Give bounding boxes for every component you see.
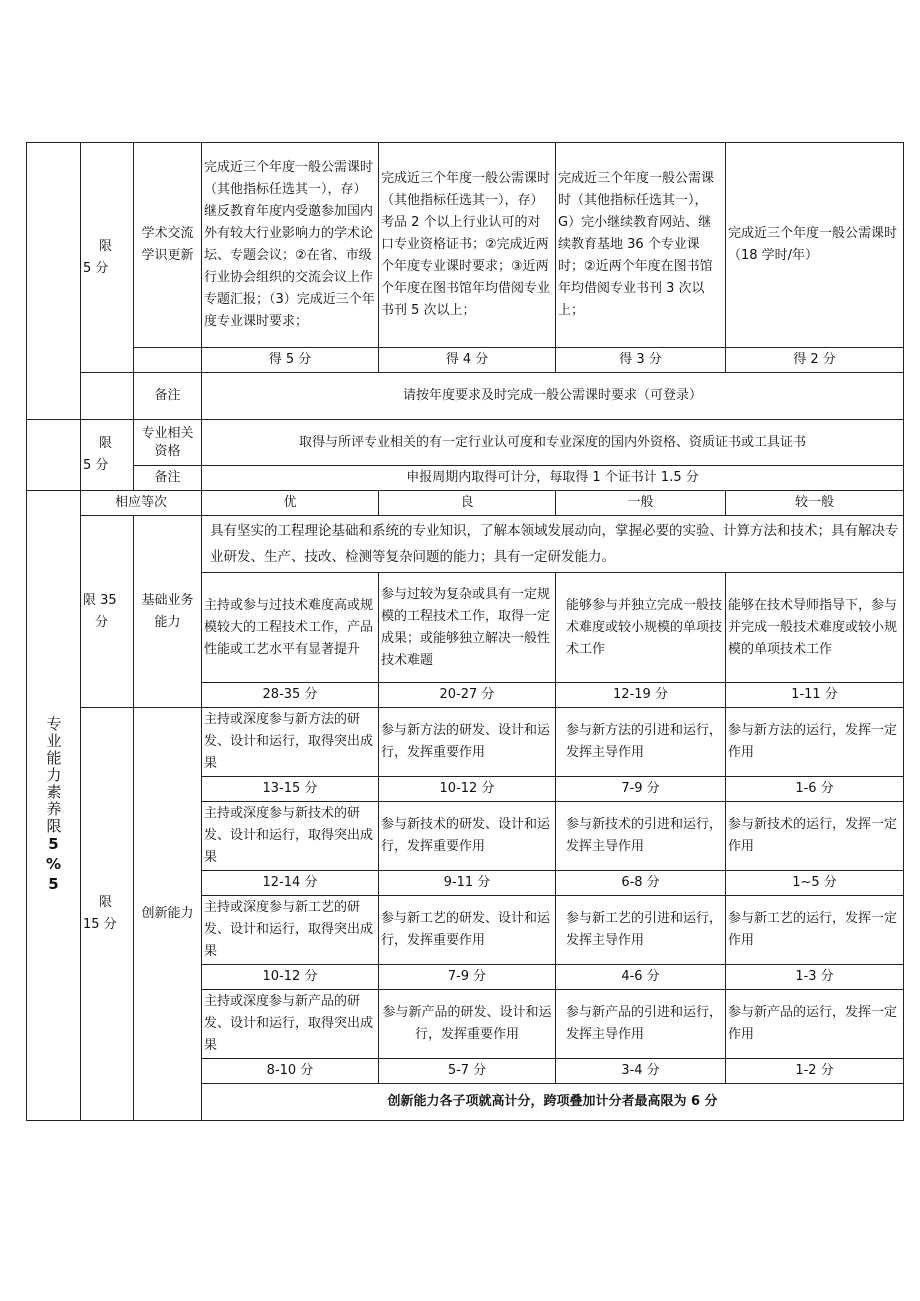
- row-label: 专业相关资格: [134, 420, 202, 466]
- score-cell: 9-11 分: [379, 871, 556, 896]
- score-cell: 1~5 分: [726, 871, 904, 896]
- limit-line1: 限: [99, 895, 113, 910]
- note-label: 备注: [134, 466, 202, 491]
- score-cell: 5-7 分: [379, 1059, 556, 1084]
- description-cell: 主持或深度参与新工艺的研发、设计和运行，取得突出成果: [202, 896, 379, 965]
- score-cell: 得 4 分: [379, 348, 556, 373]
- score-cell: 1-3 分: [726, 965, 904, 990]
- description-cell: 参与新产品的研发、设计和运行，发挥重要作用: [379, 990, 556, 1059]
- description-cell: 参与新技术的运行，发挥一定作用: [726, 802, 904, 871]
- evaluation-table: [26, 142, 904, 1121]
- row-label: 学术交流学识更新: [134, 143, 202, 348]
- score-cell: 得 2 分: [726, 348, 904, 373]
- description-cell: 主持或深度参与新方法的研发、设计和运行，取得突出成果: [202, 708, 379, 777]
- grade-label: 优: [202, 491, 379, 516]
- category-vertical-label: 专业能力素养限5%5: [27, 491, 81, 1121]
- score-cell: 7-9 分: [379, 965, 556, 990]
- description-cell: 参与新工艺的引进和运行，发挥主导作用: [556, 896, 726, 965]
- score-cell: 4-6 分: [556, 965, 726, 990]
- limit-line2: 分: [95, 614, 109, 630]
- score-cell: 1-11 分: [726, 683, 904, 708]
- description-cell: 参与新技术的引进和运行，发挥主导作用: [556, 802, 726, 871]
- score-cell: 20-27 分: [379, 683, 556, 708]
- score-cell: 12-14 分: [202, 871, 379, 896]
- description-cell: 主持或深度参与新技术的研发、设计和运行，取得突出成果: [202, 802, 379, 871]
- description-cell: 参与新产品的引进和运行，发挥主导作用: [556, 990, 726, 1059]
- score-cell: 得 5 分: [202, 348, 379, 373]
- score-cell: 3-4 分: [556, 1059, 726, 1084]
- score-cell: 13-15 分: [202, 777, 379, 802]
- limit-line1: 限: [99, 238, 113, 254]
- description-cell: 参与新工艺的运行，发挥一定作用: [726, 896, 904, 965]
- qualification-text: 取得与所评专业相关的有一定行业认可度和专业深度的国内外资格、资质证书或工具证书: [202, 420, 904, 466]
- innovation-footer: 创新能力各子项就高计分，跨项叠加计分者最高限为 6 分: [202, 1084, 904, 1121]
- description-cell: 能够参与并独立完成一般技术难度或较小规模的单项技术工作: [556, 573, 726, 683]
- score-cell: 1-2 分: [726, 1059, 904, 1084]
- row-label: 基础业务能力: [134, 516, 202, 708]
- description-cell: 参与新方法的运行，发挥一定作用: [726, 708, 904, 777]
- limit-cell: [81, 143, 134, 373]
- grade-header: 相应等次: [81, 491, 202, 516]
- description-cell: 参与新技术的研发、设计和运行，发挥重要作用: [379, 802, 556, 871]
- limit-line2: 5 分: [83, 260, 109, 276]
- blank-cell: [81, 373, 134, 420]
- limit-line1: 限 35: [83, 592, 117, 608]
- description-cell: 参与新产品的运行，发挥一定作用: [726, 990, 904, 1059]
- score-cell: 28-35 分: [202, 683, 379, 708]
- score-cell: 6-8 分: [556, 871, 726, 896]
- limit-cell: [81, 420, 134, 491]
- score-cell: 1-6 分: [726, 777, 904, 802]
- blank-cell: [134, 348, 202, 373]
- note-text: 请按年度要求及时完成一般公需课时要求（可登录）: [202, 373, 904, 420]
- description-cell: 完成近三个年度一般公需课时（其他指标任选其一），存）继反教育年度内受邀参加国内外有较大行业影响力的学术论坛、专题会议；②在省、市级行业协会组织的交流会议上作专题汇报；（3）完成近三个年度专业课时要求；: [202, 143, 379, 348]
- description-cell: 参与新方法的引进和运行，发挥主导作用: [556, 708, 726, 777]
- limit-cell: [81, 708, 134, 1121]
- limit-line1: 限: [99, 436, 113, 451]
- score-cell: 12-19 分: [556, 683, 726, 708]
- description-cell: 完成近三个年度一般公需课时（其他指标任选其一），G）完小继续教育网站、继续教育基地 36 个专业课时；②近两个年度在图书馆年均借阅专业书刊 3 次以上；: [556, 143, 726, 348]
- description-cell: 完成近三个年度一般公需课时（18 学时/年）: [726, 143, 904, 348]
- score-cell: 得 3 分: [556, 348, 726, 373]
- score-cell: 10-12 分: [202, 965, 379, 990]
- blank-category-cell: [27, 420, 81, 491]
- grade-label: 较一般: [726, 491, 904, 516]
- limit-cell: [81, 516, 134, 708]
- description-cell: 主持或参与过技术难度高或规模较大的工程技术工作，产品性能或工艺水平有显著提升: [202, 573, 379, 683]
- description-cell: 参与新方法的研发、设计和运行，发挥重要作用: [379, 708, 556, 777]
- description-cell: 参与过较为复杂或具有一定规模的工程技术工作，取得一定成果；或能够独立解决一般性技术难题: [379, 573, 556, 683]
- description-cell: 能够在技术导师指导下，参与并完成一般技术难度或较小规模的单项技术工作: [726, 573, 904, 683]
- description-cell: 完成近三个年度一般公需课时（其他指标任选其一），存）考品 2 个以上行业认可的对口专业资格证书；②完成近两个年度专业课时要求；③近两个年度在图书馆年均借阅专业书刊 5 次以上；: [379, 143, 556, 348]
- description-cell: 主持或深度参与新产品的研发、设计和运行，取得突出成果: [202, 990, 379, 1059]
- basic-intro: 具有坚实的工程理论基础和系统的专业知识，了解本领域发展动向，掌握必要的实验、计算方法和技术；具有解决专业研发、生产、技改、检测等复杂问题的能力；具有一定研发能力。: [202, 516, 904, 573]
- score-cell: 7-9 分: [556, 777, 726, 802]
- limit-line2: 15 分: [83, 917, 117, 932]
- blank-category-cell: [27, 143, 81, 420]
- score-cell: 10-12 分: [379, 777, 556, 802]
- note-label: 备注: [134, 373, 202, 420]
- score-cell: 8-10 分: [202, 1059, 379, 1084]
- grade-label: 良: [379, 491, 556, 516]
- row-label: 创新能力: [134, 708, 202, 1121]
- note-text: 申报周期内取得可计分，每取得 1 个证书计 1.5 分: [202, 466, 904, 491]
- limit-line2: 5 分: [83, 458, 109, 473]
- grade-label: 一般: [556, 491, 726, 516]
- description-cell: 参与新工艺的研发、设计和运行，发挥重要作用: [379, 896, 556, 965]
